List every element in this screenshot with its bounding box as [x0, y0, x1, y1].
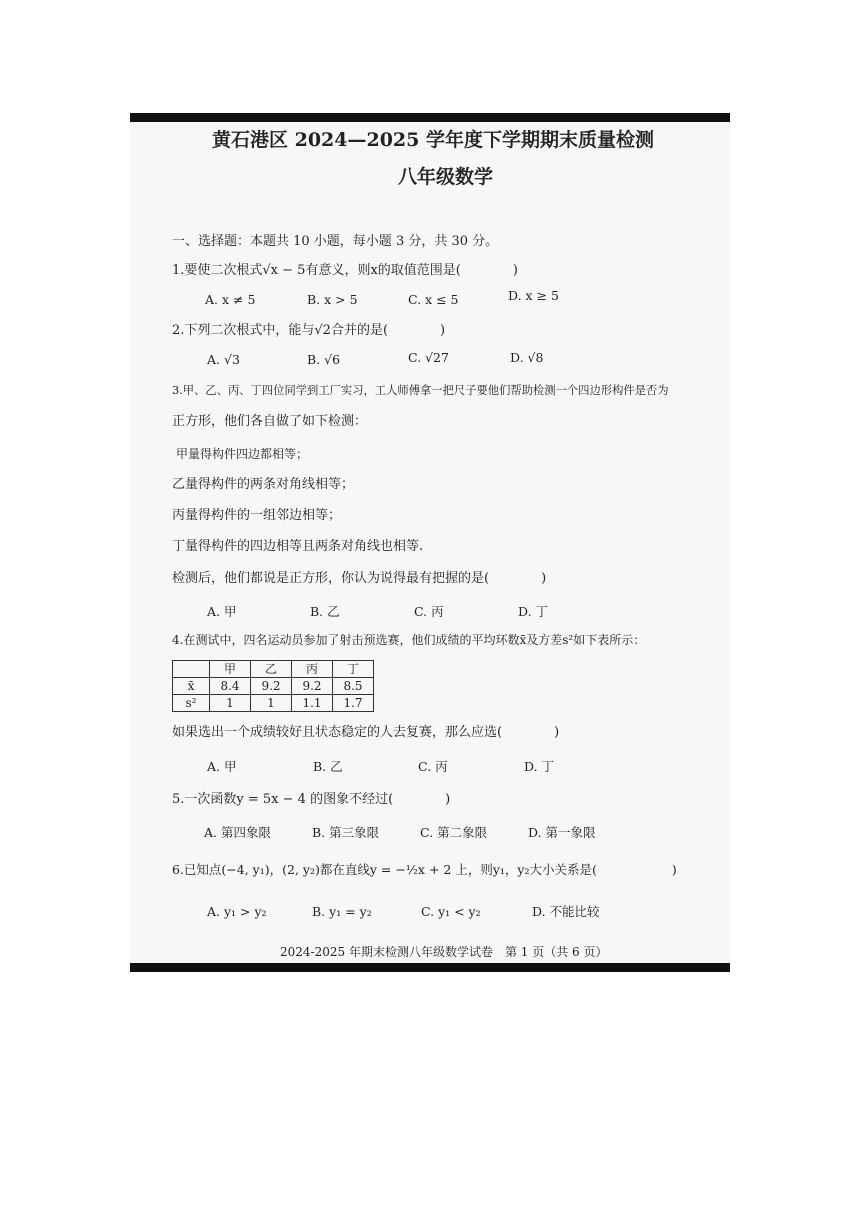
question-2-option-c: C. √27	[408, 350, 449, 365]
table-cell: 8.5	[333, 678, 374, 695]
question-3-option-a: A. 甲	[207, 604, 237, 619]
exam-title: 黄石港区 2024—2025 学年度下学期期末质量检测	[212, 129, 654, 151]
question-3-line-7: 检测后，他们都说是正方形，你认为说得最有把握的是( )	[172, 571, 547, 586]
question-5-option-b: B. 第三象限	[312, 825, 380, 840]
question-2-option-a: A. √3	[207, 352, 240, 367]
bottom-border-bar	[130, 963, 730, 972]
question-5-option-d: D. 第一象限	[528, 825, 596, 840]
table-cell: 1	[251, 695, 292, 712]
page-footer: 2024-2025 年期末检测八年级数学试卷 第 1 页（共 6 页）	[280, 945, 608, 959]
question-3-line-6: 丁量得构件的四边相等且两条对角线也相等.	[172, 539, 424, 554]
question-3-line-1: 3.甲、乙、丙、丁四位同学到工厂实习，工人师傅拿一把尺子要他们帮助检测一个四边形构件是否为	[172, 384, 669, 397]
table-cell: s²	[173, 695, 210, 712]
question-1-option-d: D. x ≥ 5	[508, 288, 559, 303]
question-4-stem: 4.在测试中，四名运动员参加了射击预选赛，他们成绩的平均环数x̄及方差s²如下表所示：	[172, 633, 646, 647]
table-cell: 丙	[292, 661, 333, 678]
table-cell: 丁	[333, 661, 374, 678]
question-4-option-b: B. 乙	[313, 759, 343, 774]
question-1-option-b: B. x > 5	[307, 292, 358, 307]
table-cell: 1.7	[333, 695, 374, 712]
question-3-option-c: C. 丙	[414, 604, 444, 619]
question-6-option-d: D. 不能比较	[532, 904, 600, 919]
table-cell: x̄	[173, 678, 210, 695]
question-4-option-d: D. 丁	[524, 759, 555, 774]
question-5-option-c: C. 第二象限	[420, 825, 488, 840]
table-cell: 8.4	[210, 678, 251, 695]
question-6-stem: 6.已知点(−4, y₁)，(2, y₂)都在直线y = −½x + 2 上，则y₁，y₂大小关系是( )	[172, 862, 677, 877]
question-3-option-b: B. 乙	[310, 604, 340, 619]
score-table	[172, 660, 374, 712]
table-row	[173, 695, 374, 712]
question-2-stem: 2.下列二次根式中，能与√2合并的是( )	[172, 323, 446, 338]
table-row	[173, 678, 374, 695]
table-cell: 甲	[210, 661, 251, 678]
table-cell: 1.1	[292, 695, 333, 712]
question-6-option-c: C. y₁ < y₂	[421, 904, 481, 919]
table-cell: 9.2	[251, 678, 292, 695]
exam-subtitle: 八年级数学	[398, 166, 494, 188]
top-border-bar	[130, 113, 730, 122]
question-5-option-a: A. 第四象限	[204, 825, 271, 840]
question-5-stem: 5.一次函数y = 5x − 4 的图象不经过( )	[172, 792, 451, 807]
question-2-option-b: B. √6	[307, 352, 341, 367]
table-cell	[173, 661, 210, 678]
question-3-line-3: 甲量得构件四边都相等；	[176, 447, 309, 461]
question-3-line-2: 正方形，他们各自做了如下检测：	[172, 414, 368, 429]
question-4-option-a: A. 甲	[207, 759, 237, 774]
table-cell: 1	[210, 695, 251, 712]
question-4-question: 如果选出一个成绩较好且状态稳定的人去复赛，那么应选( )	[172, 725, 560, 740]
question-1-option-a: A. x ≠ 5	[205, 292, 256, 307]
question-3-line-4: 乙量得构件的两条对角线相等；	[172, 477, 355, 492]
table-cell: 乙	[251, 661, 292, 678]
question-2-option-d: D. √8	[510, 350, 544, 365]
table-header-row	[173, 661, 374, 678]
question-3-line-5: 丙量得构件的一组邻边相等；	[172, 508, 342, 523]
question-1-option-c: C. x ≤ 5	[408, 292, 459, 307]
section-heading: 一、选择题：本题共 10 小题，每小题 3 分，共 30 分。	[172, 234, 499, 249]
table-cell: 9.2	[292, 678, 333, 695]
question-6-option-b: B. y₁ = y₂	[312, 904, 372, 919]
question-6-option-a: A. y₁ > y₂	[207, 904, 267, 919]
question-4-option-c: C. 丙	[418, 759, 448, 774]
question-3-option-d: D. 丁	[518, 604, 549, 619]
question-1-stem: 1.要使二次根式√x − 5有意义，则x的取值范围是( )	[172, 263, 518, 278]
